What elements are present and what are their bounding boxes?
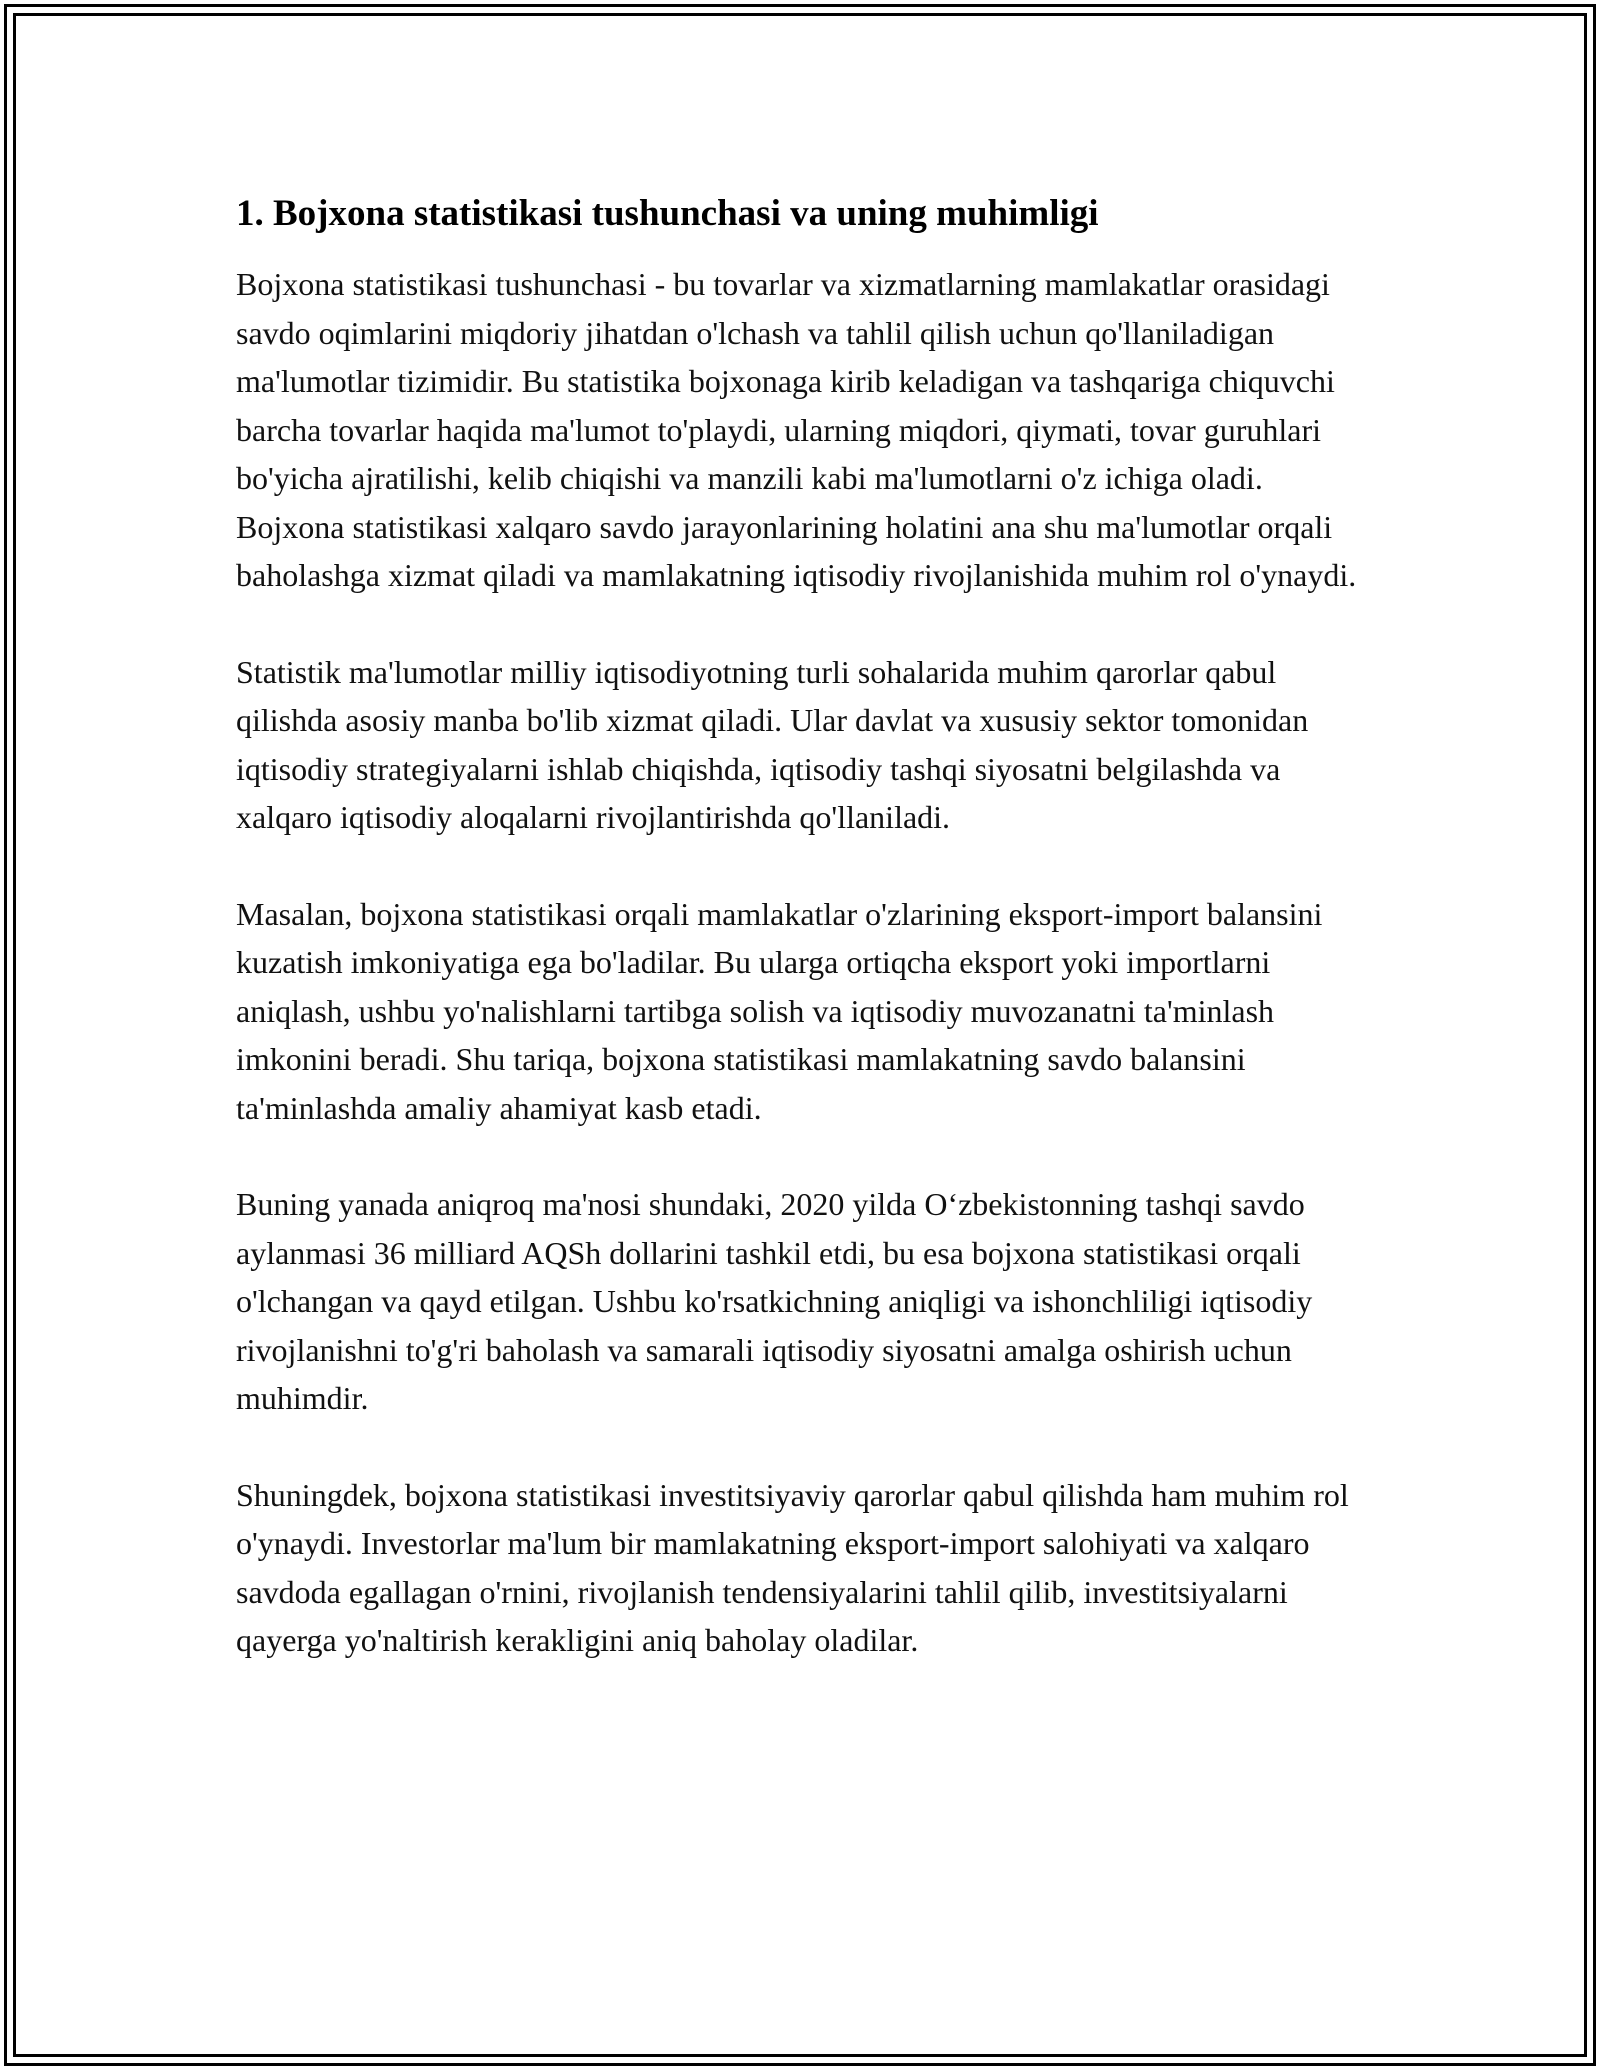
section-heading: 1. Bojxona statistikasi tushunchasi va uning muhimligi — [236, 193, 1099, 234]
paragraph-definition: Bojxona statistikasi tushunchasi - bu tovarlar va xizmatlarning mamlakatlar orasidagi savdo oqimlarini miqdoriy jihatdan o'lchash va tahlil qilish uchun qo'llaniladigan ma'lumotlar tizimidir. Bu statistika bojxonaga kirib keladigan va tashqariga chiquvchi barcha tovarlar haqida ma'lumot to'playdi, ularning miqdori, qiymati, tovar guruhlari bo'yicha ajratilishi, kelib chiqishi va manzili kabi ma'lumotlarni o'z ichiga oladi. Bojxona statistikasi xalqaro savdo jarayonlarining holatini ana shu ma'lumotlar orqali baholashga xizmat qiladi va mamlakatning iqtisodiy rivojlanishida muhim rol o'ynaydi. — [236, 266, 1357, 593]
paragraph-decision-making: Statistik ma'lumotlar milliy iqtisodiyotning turli sohalarida muhim qarorlar qabul qilishda asosiy manba bo'lib xizmat qiladi. Ular davlat va xususiy sektor tomonidan iqtisodiy strategiyalarni ishlab chiqishda, iqtisodiy tashqi siyosatni belgilashda va xalqaro iqtisodiy aloqalarni rivojlantirishda qo'llaniladi. — [236, 653, 1309, 835]
paragraph-trade-balance: Masalan, bojxona statistikasi orqali mamlakatlar o'zlarining eksport-import balansini kuzatish imkoniyatiga ega bo'ladilar. Bu ularga ortiqcha eksport yoki importlarni aniqlash, ushbu yo'nalishlarni tartibga solish va iqtisodiy muvozanatni ta'minlash imkonini beradi. Shu tariqa, bojxona statistikasi mamlakatning savdo balansini ta'minlashda amaliy ahamiyat kasb etadi. — [236, 895, 1323, 1126]
paragraph-example-2020: Buning yanada aniqroq ma'nosi shundaki, 2020 yilda O‘zbekistonning tashqi savdo aylanmasi 36 milliard AQSh dollarini tashkil etdi, bu esa bojxona statistikasi orqali o'lchangan va qayd etilgan. Ushbu ko'rsatkichning aniqligi va ishonchliligi iqtisodiy rivojlanishni to'g'ri baholash va samarali iqtisodiy siyosatni amalga oshirish uchun muhimdir. — [236, 1186, 1313, 1416]
paragraph-investment: Shuningdek, bojxona statistikasi investitsiyaviy qarorlar qabul qilishda ham muhim rol o'ynaydi. Investorlar ma'lum bir mamlakatning eksport-import salohiyati va xalqaro savdoda egallagan o'rnini, rivojlanish tendensiyalarini tahlil qilib, investitsiyalarni qayerga yo'naltirish kerakligini aniq baholay oladilar. — [236, 1476, 1349, 1658]
document-body — [236, 190, 1376, 1665]
